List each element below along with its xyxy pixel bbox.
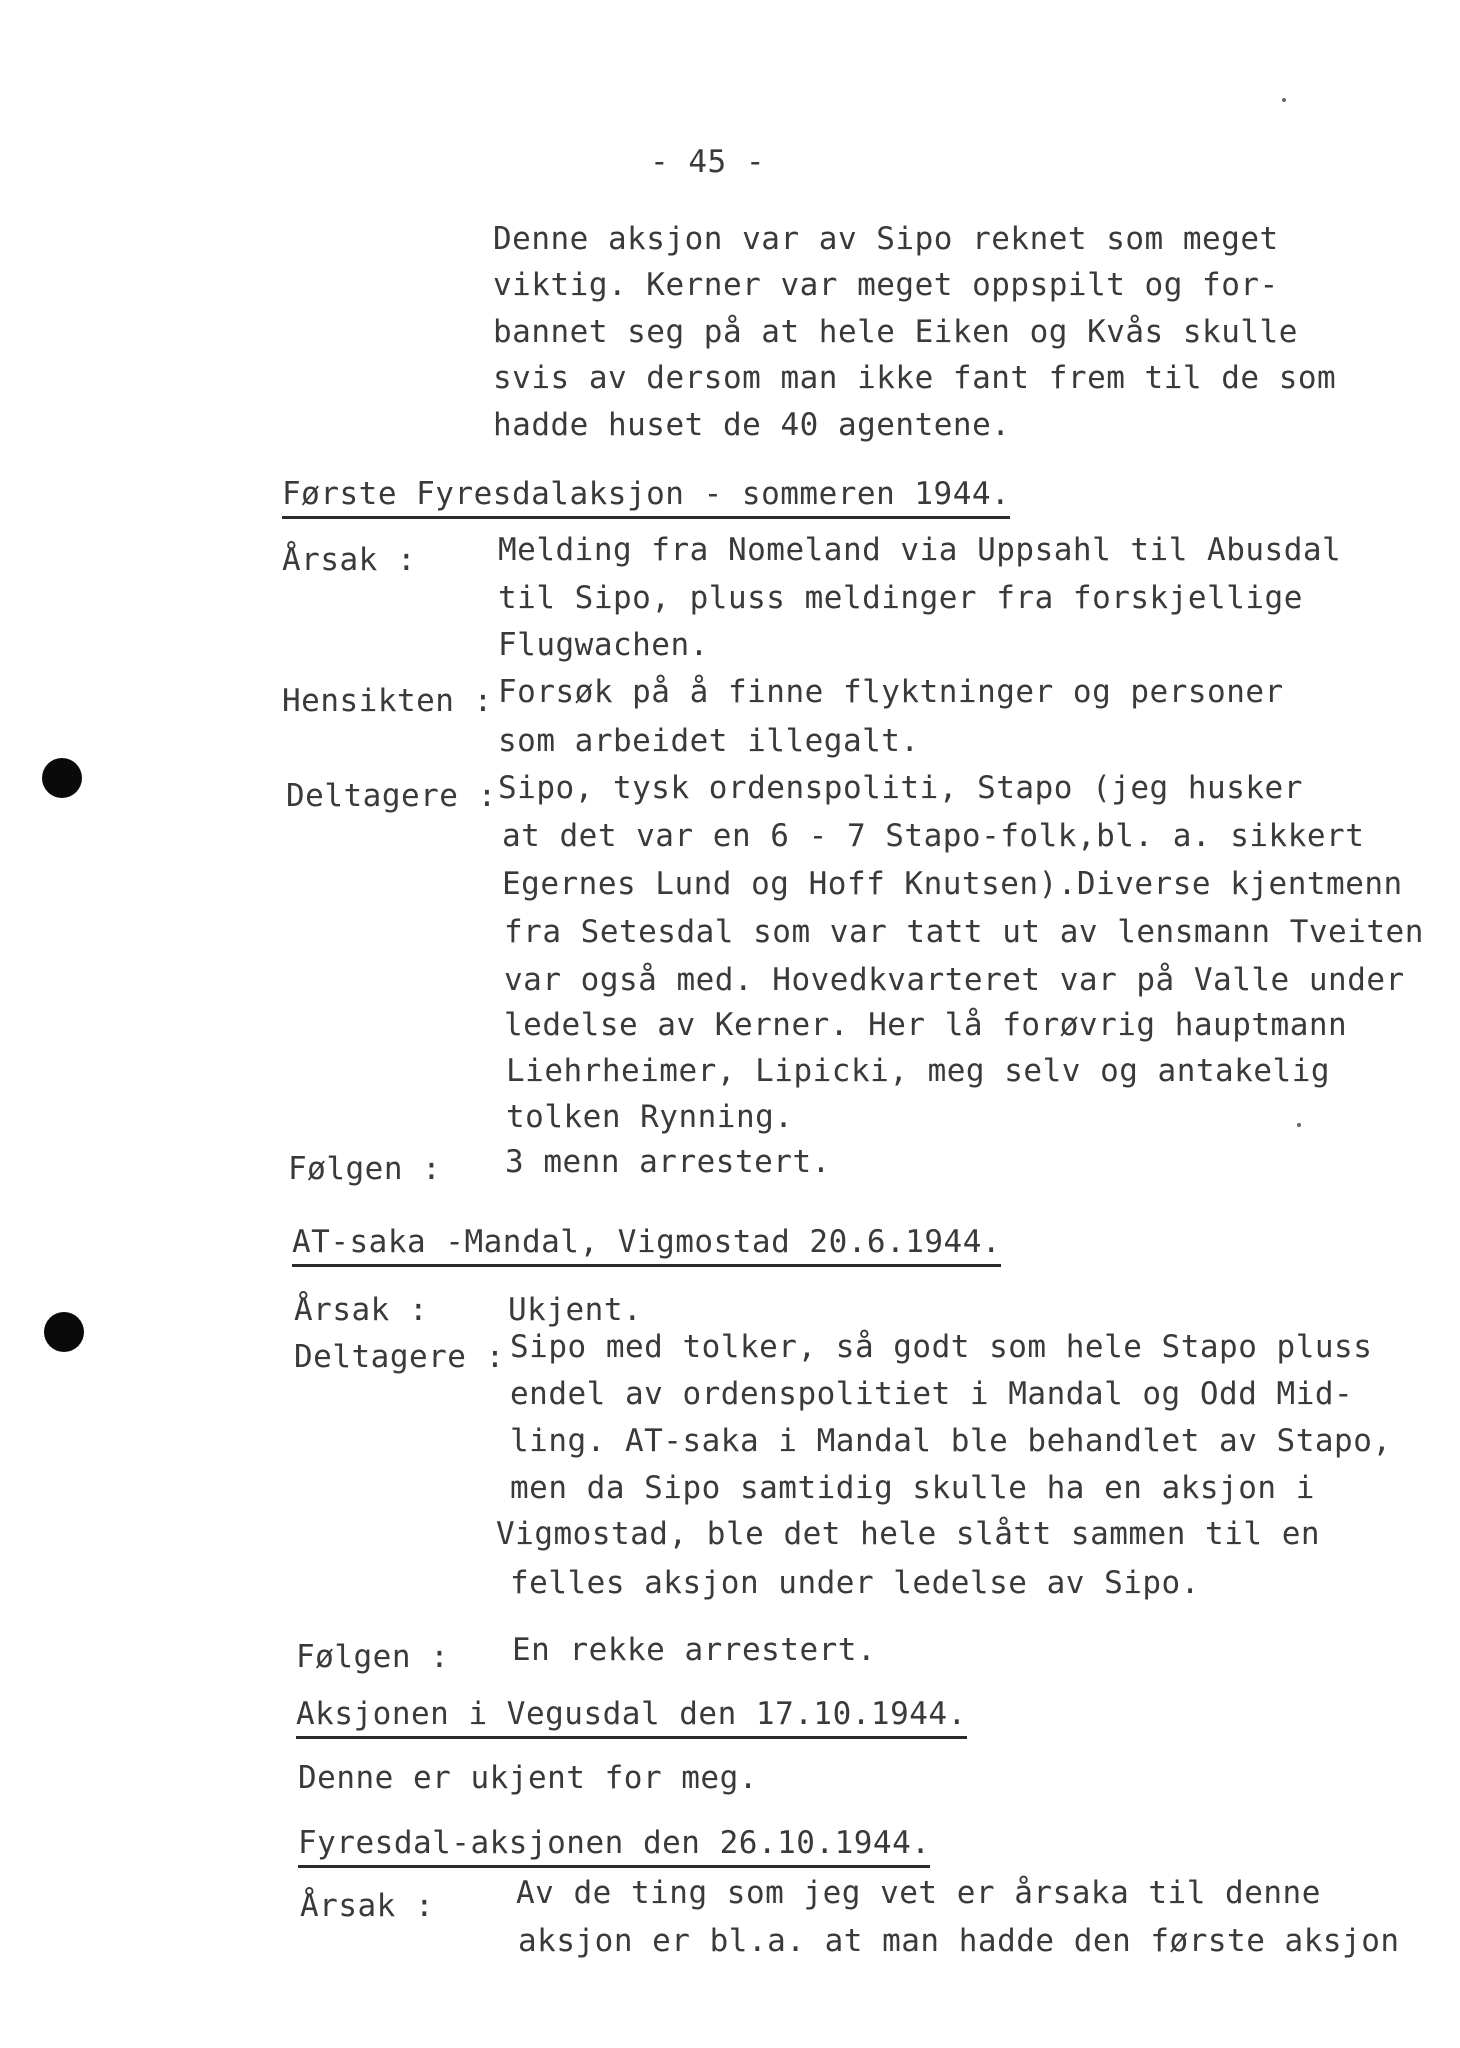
text-line: Melding fra Nomeland via Uppsahl til Abusdal [498, 532, 1342, 568]
punch-hole-top [42, 758, 82, 798]
field-label-arsak: Årsak : [294, 1292, 429, 1328]
text-line: var også med. Hovedkvarteret var på Valle under [504, 962, 1405, 998]
text-line: til Sipo, pluss meldinger fra forskjellige [498, 580, 1303, 616]
text-line: fra Setesdal som var tatt ut av lensmann Tveiten [504, 914, 1424, 950]
text-line: tolken Rynning. [506, 1099, 794, 1135]
section-heading: Aksjonen i Vegusdal den 17.10.1944. [296, 1694, 967, 1739]
text-line: Flugwachen. [498, 627, 709, 663]
section-heading: AT-saka -Mandal, Vigmostad 20.6.1944. [292, 1222, 1001, 1267]
text-line: felles aksjon under ledelse av Sipo. [510, 1565, 1200, 1601]
field-label-hensikten: Hensikten : [282, 683, 493, 719]
text-line: endel av ordenspolitiet i Mandal og Odd Mid- [510, 1376, 1354, 1412]
punch-hole-bottom [44, 1312, 84, 1352]
field-label-arsak: Årsak : [282, 542, 417, 578]
field-label-folgen: Følgen : [296, 1639, 450, 1675]
text-line: Sipo med tolker, så godt som hele Stapo pluss [510, 1329, 1373, 1365]
field-label-deltagere: Deltagere : [286, 778, 497, 814]
text-line: Denne aksjon var av Sipo reknet som meget [493, 221, 1279, 257]
field-label-deltagere: Deltagere : [294, 1339, 505, 1375]
field-label-arsak: Årsak : [300, 1888, 435, 1924]
text-line: svis av dersom man ikke fant frem til de som [493, 360, 1337, 396]
text-line: Av de ting som jeg vet er årsaka til denne [516, 1875, 1321, 1911]
text-line: men da Sipo samtidig skulle ha en aksjon i [510, 1470, 1315, 1506]
text-line: Ukjent. [508, 1292, 643, 1328]
text-line: 3 menn arrestert. [505, 1144, 831, 1180]
text-line: ledelse av Kerner. Her lå forøvrig hauptmann [504, 1007, 1348, 1043]
field-label-folgen: Følgen : [288, 1151, 442, 1187]
paper-speck [1282, 98, 1286, 102]
text-line: bannet seg på at hele Eiken og Kvås skulle [493, 314, 1298, 350]
text-line: En rekke arrestert. [512, 1632, 877, 1668]
text-line: Vigmostad, ble det hele slått sammen til en [496, 1516, 1321, 1552]
section-heading: Første Fyresdalaksjon - sommeren 1944. [282, 474, 1010, 519]
text-line: Denne er ukjent for meg. [298, 1760, 758, 1796]
text-line: Forsøk på å finne flyktninger og personer [498, 674, 1284, 710]
text-line: ling. AT-saka i Mandal ble behandlet av Stapo, [510, 1423, 1392, 1459]
text-line: hadde huset de 40 agentene. [493, 407, 1011, 443]
text-line: Sipo, tysk ordenspoliti, Stapo (jeg husker [498, 770, 1303, 806]
text-line: Egernes Lund og Hoff Knutsen).Diverse kjentmenn [502, 866, 1403, 902]
text-line: viktig. Kerner var meget oppspilt og for- [493, 267, 1279, 303]
text-line: som arbeidet illegalt. [498, 723, 920, 759]
section-heading: Fyresdal-aksjonen den 26.10.1944. [298, 1823, 930, 1868]
page-number: - 45 - [650, 144, 765, 180]
text-line: at det var en 6 - 7 Stapo-folk,bl. a. sikkert [502, 818, 1365, 854]
text-line: Liehrheimer, Lipicki, meg selv og antakelig [506, 1053, 1331, 1089]
text-line: aksjon er bl.a. at man hadde den første aksjon [518, 1923, 1400, 1959]
paper-speck [1297, 1123, 1301, 1127]
